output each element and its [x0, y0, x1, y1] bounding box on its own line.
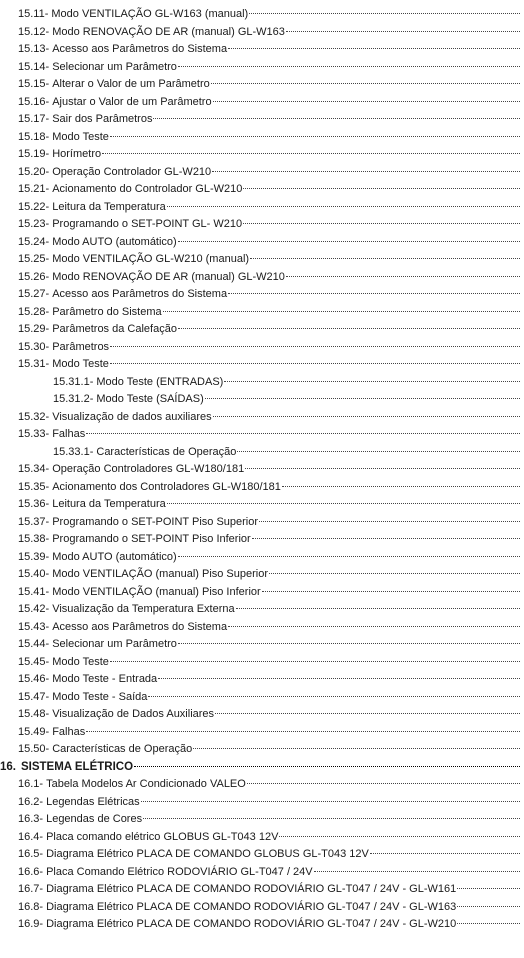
- toc-entry-number: 15.23-: [18, 218, 50, 230]
- toc-entry-title: Modo Teste (SAÍDAS): [96, 393, 204, 405]
- dot-leader: [252, 538, 520, 539]
- toc-entry-title: Operação Controladores GL-W180/181: [52, 463, 245, 475]
- toc-entry-number: 15.35-: [18, 480, 50, 493]
- toc-entry-number: 15.33-: [18, 428, 50, 440]
- dot-leader: [148, 696, 520, 697]
- toc-entry[interactable]: [0, 829, 524, 847]
- toc-entry-title: Diagrama Elétrico PLACA DE COMANDO RODOVIÁRIO GL-T047 / 24V - GL-W163: [46, 900, 457, 913]
- dot-leader: [262, 591, 520, 592]
- toc-entry[interactable]: [0, 251, 524, 269]
- toc-entry-title: Modo VENTILAÇÃO (manual) Piso Superior: [52, 568, 269, 580]
- toc-entry[interactable]: [0, 374, 524, 392]
- toc-entry[interactable]: [0, 24, 524, 42]
- dot-leader: [224, 381, 520, 382]
- dot-leader: [236, 608, 520, 609]
- dot-leader: [259, 521, 520, 522]
- toc-entry-title: Diagrama Elétrico PLACA DE COMANDO RODOVIÁRIO GL-T047 / 24V - GL-W210: [46, 918, 457, 930]
- dot-leader: [286, 276, 520, 277]
- toc-entry-number: 15.33.1-: [53, 445, 94, 458]
- toc-entry[interactable]: [0, 269, 524, 287]
- toc-entry[interactable]: [0, 304, 524, 322]
- toc-entry-title: Ajustar o Valor de um Parâmetro: [52, 95, 212, 108]
- toc-entry-number: 16.2-: [18, 795, 44, 808]
- toc-entry-number: 15.28-: [18, 305, 50, 318]
- dot-leader: [110, 363, 520, 364]
- toc-entry-title: Modo RENOVAÇÃO DE AR (manual) GL-W210: [52, 270, 285, 283]
- toc-entry-title: Acesso aos Parâmetros do Sistema: [52, 288, 228, 300]
- toc-entry-title: Falhas: [52, 428, 86, 440]
- toc-entry-number: 15.29-: [18, 323, 50, 335]
- toc-entry[interactable]: [0, 864, 524, 882]
- toc-entry-title: Programando o SET-POINT Piso Inferior: [52, 533, 251, 545]
- dot-leader: [243, 188, 520, 189]
- toc-entry-title: Modo AUTO (automático): [52, 235, 177, 248]
- toc-entry[interactable]: [0, 549, 524, 567]
- toc-entry-title: Falhas: [52, 725, 86, 738]
- dot-leader: [212, 171, 520, 172]
- toc-entry[interactable]: [0, 689, 524, 707]
- toc-entry-number: 15.11-: [18, 8, 49, 20]
- dot-leader: [178, 66, 520, 67]
- toc-entry[interactable]: [0, 496, 524, 514]
- toc-entry-number: 15.15-: [18, 78, 50, 90]
- toc-entry-title: Operação Controlador GL-W210: [52, 165, 212, 178]
- toc-entry-number: 15.36-: [18, 498, 50, 510]
- toc-entry-title: Diagrama Elétrico PLACA DE COMANDO GLOBUS GL-T043 12V: [46, 848, 369, 860]
- toc-entry-title: Parâmetros: [52, 340, 110, 353]
- toc-entry-title: Modo RENOVAÇÃO DE AR (manual) GL-W163: [52, 25, 285, 38]
- toc-entry[interactable]: [0, 444, 524, 462]
- toc-entry[interactable]: [0, 584, 524, 602]
- dot-leader: [249, 13, 520, 14]
- toc-entry[interactable]: [0, 566, 524, 584]
- dot-leader: [243, 223, 520, 224]
- toc-entry[interactable]: [0, 654, 524, 672]
- dot-leader: [370, 853, 520, 854]
- toc-entry-number: 15.50-: [18, 743, 50, 755]
- toc-entry[interactable]: [0, 164, 524, 182]
- toc-entry-number: 15.27-: [18, 288, 50, 300]
- dot-leader: [178, 556, 520, 557]
- dot-leader: [314, 871, 520, 872]
- dot-leader: [282, 486, 520, 487]
- toc-entry-number: 16.5-: [18, 848, 44, 860]
- dot-leader: [228, 293, 520, 294]
- dot-leader: [245, 468, 520, 469]
- toc-entry-number: 15.49-: [18, 725, 50, 738]
- toc-entry-number: 15.45-: [18, 655, 50, 668]
- toc-entry[interactable]: [0, 741, 524, 759]
- dot-leader: [228, 626, 520, 627]
- toc-entry-number: 16.4-: [18, 830, 44, 843]
- toc-entry[interactable]: [0, 356, 524, 374]
- toc-entry-number: 15.12-: [18, 25, 50, 38]
- toc-entry-title: SISTEMA ELÉTRICO: [21, 760, 134, 773]
- toc-entry-number: 15.46-: [18, 673, 50, 685]
- toc-entry-number: 16.3-: [18, 813, 44, 825]
- toc-entry-number: 15.48-: [18, 708, 50, 720]
- dot-leader: [247, 783, 520, 784]
- dot-leader: [213, 101, 520, 102]
- toc-entry[interactable]: [0, 899, 524, 917]
- toc-entry-number: 16.1-: [18, 778, 44, 790]
- toc-entry[interactable]: [0, 146, 524, 164]
- toc-entry[interactable]: [0, 514, 524, 532]
- toc-entry-title: Programando o SET-POINT GL- W210: [52, 218, 243, 230]
- toc-entry-title: Acesso aos Parâmetros do Sistema: [52, 43, 228, 55]
- toc-entry-title: Modo Teste: [52, 130, 109, 143]
- dot-leader: [134, 766, 520, 767]
- toc-entry-title: Legendas de Cores: [46, 813, 143, 825]
- dot-leader: [250, 258, 520, 259]
- toc-entry-title: Visualização da Temperatura Externa: [52, 603, 235, 615]
- toc-entry-title: Leitura da Temperatura: [52, 200, 166, 213]
- toc-entry[interactable]: [0, 409, 524, 427]
- dot-leader: [110, 661, 520, 662]
- toc-entry[interactable]: [0, 619, 524, 637]
- toc-entry-title: Modo VENTILAÇÃO GL-W163 (manual): [51, 8, 249, 20]
- dot-leader: [143, 818, 520, 819]
- toc-entry-title: Modo VENTILAÇÃO GL-W210 (manual): [52, 253, 250, 265]
- toc-entry-title: Modo Teste - Entrada: [52, 673, 158, 685]
- toc-entry[interactable]: [0, 724, 524, 742]
- toc-entry-title: Acionamento do Controlador GL-W210: [52, 183, 243, 195]
- toc-entry[interactable]: [0, 216, 524, 234]
- toc-entry-number: 15.47-: [18, 690, 50, 703]
- toc-entry-number: 15.22-: [18, 200, 50, 213]
- toc-entry[interactable]: [0, 6, 524, 24]
- toc-section-heading[interactable]: [0, 759, 524, 777]
- dot-leader: [178, 328, 520, 329]
- toc-entry-number: 15.26-: [18, 270, 50, 283]
- toc-entry-number: 15.24-: [18, 235, 50, 248]
- toc-entry-title: Acesso aos Parâmetros do Sistema: [52, 620, 228, 633]
- dot-leader: [215, 713, 520, 714]
- table-of-contents: [0, 6, 524, 934]
- dot-leader: [211, 83, 520, 84]
- toc-entry-number: 15.41-: [18, 585, 50, 598]
- toc-entry-title: Sair dos Parâmetros: [52, 113, 153, 125]
- toc-entry[interactable]: [0, 286, 524, 304]
- dot-leader: [102, 153, 520, 154]
- toc-entry-number: 16.9-: [18, 918, 44, 930]
- toc-entry[interactable]: [0, 706, 524, 724]
- toc-entry-number: 15.31-: [18, 358, 50, 370]
- toc-entry[interactable]: [0, 794, 524, 812]
- dot-leader: [178, 241, 520, 242]
- toc-entry-title: Programando o SET-POINT Piso Superior: [52, 515, 259, 528]
- toc-entry-number: 15.44-: [18, 638, 50, 650]
- toc-entry[interactable]: [0, 199, 524, 217]
- toc-entry-title: Selecionar um Parâmetro: [52, 60, 177, 73]
- dot-leader: [86, 433, 520, 434]
- toc-entry[interactable]: [0, 601, 524, 619]
- toc-entry[interactable]: [0, 391, 524, 409]
- toc-entry-title: Alterar o Valor de um Parâmetro: [52, 78, 210, 90]
- toc-entry-title: Diagrama Elétrico PLACA DE COMANDO RODOVIÁRIO GL-T047 / 24V - GL-W161: [46, 883, 457, 895]
- toc-entry-number: 15.39-: [18, 550, 50, 563]
- toc-entry[interactable]: [0, 339, 524, 357]
- toc-entry-title: Placa comando elétrico GLOBUS GL-T043 12V: [46, 830, 279, 843]
- toc-entry-title: Placa Comando Elétrico RODOVIÁRIO GL-T047 / 24V: [46, 865, 313, 878]
- dot-leader: [110, 346, 520, 347]
- dot-leader: [457, 906, 520, 907]
- toc-entry[interactable]: [0, 41, 524, 59]
- toc-entry-number: 15.21-: [18, 183, 50, 195]
- toc-entry-number: 15.14-: [18, 60, 50, 73]
- toc-entry-number: 15.18-: [18, 130, 50, 143]
- toc-entry-title: Leitura da Temperatura: [52, 498, 166, 510]
- dot-leader: [213, 416, 520, 417]
- dot-leader: [237, 451, 520, 452]
- toc-entry-number: 15.42-: [18, 603, 50, 615]
- dot-leader: [228, 48, 520, 49]
- toc-entry[interactable]: [0, 94, 524, 112]
- toc-entry-number: 15.34-: [18, 463, 50, 475]
- dot-leader: [163, 311, 520, 312]
- dot-leader: [193, 748, 520, 749]
- toc-entry[interactable]: [0, 111, 524, 129]
- toc-entry[interactable]: [0, 916, 524, 934]
- dot-leader: [457, 888, 520, 889]
- dot-leader: [457, 923, 520, 924]
- toc-entry-number: 15.31.2-: [53, 393, 94, 405]
- toc-entry-number: 15.37-: [18, 515, 50, 528]
- dot-leader: [178, 643, 520, 644]
- toc-entry-number: 15.40-: [18, 568, 50, 580]
- toc-entry[interactable]: [0, 321, 524, 339]
- toc-entry-title: Características de Operação: [96, 445, 237, 458]
- toc-entry-number: 15.20-: [18, 165, 50, 178]
- dot-leader: [167, 503, 520, 504]
- dot-leader: [279, 836, 520, 837]
- toc-entry-title: Modo Teste: [52, 358, 109, 370]
- toc-entry[interactable]: [0, 846, 524, 864]
- toc-entry-number: 15.17-: [18, 113, 50, 125]
- toc-entry[interactable]: [0, 479, 524, 497]
- toc-entry-number: 16.6-: [18, 865, 44, 878]
- toc-entry[interactable]: [0, 461, 524, 479]
- toc-entry-number: 15.25-: [18, 253, 50, 265]
- dot-leader: [158, 678, 520, 679]
- toc-entry-title: Modo Teste (ENTRADAS): [96, 375, 224, 388]
- dot-leader: [286, 31, 520, 32]
- dot-leader: [167, 206, 520, 207]
- dot-leader: [269, 573, 520, 574]
- toc-entry-number: 15.13-: [18, 43, 50, 55]
- toc-entry-title: Modo Teste: [52, 655, 109, 668]
- toc-entry-title: Visualização de Dados Auxiliares: [52, 708, 215, 720]
- toc-entry-number: 16.7-: [18, 883, 44, 895]
- toc-entry-number: 15.19-: [18, 148, 50, 160]
- toc-entry-title: Modo Teste - Saída: [52, 690, 148, 703]
- toc-entry[interactable]: [0, 636, 524, 654]
- toc-entry-number: 16.: [0, 760, 16, 773]
- toc-entry-title: Tabela Modelos Ar Condicionado VALEO: [46, 778, 246, 790]
- toc-entry-title: Selecionar um Parâmetro: [52, 638, 177, 650]
- dot-leader: [86, 731, 520, 732]
- toc-entry-title: Características de Operação: [52, 743, 193, 755]
- toc-entry-title: Modo AUTO (automático): [52, 550, 177, 563]
- toc-entry[interactable]: [0, 531, 524, 549]
- toc-entry[interactable]: [0, 76, 524, 94]
- toc-entry-title: Legendas Elétricas: [46, 795, 140, 808]
- toc-entry[interactable]: [0, 181, 524, 199]
- toc-entry[interactable]: [0, 426, 524, 444]
- toc-entry[interactable]: [0, 671, 524, 689]
- toc-entry-number: 16.8-: [18, 900, 44, 913]
- dot-leader: [153, 118, 520, 119]
- toc-entry-number: 15.31.1-: [53, 375, 94, 388]
- toc-entry-title: Acionamento dos Controladores GL-W180/181: [52, 480, 281, 493]
- toc-entry[interactable]: [0, 234, 524, 252]
- toc-entry[interactable]: [0, 776, 524, 794]
- dot-leader: [205, 398, 520, 399]
- toc-entry-number: 15.16-: [18, 95, 50, 108]
- toc-entry[interactable]: [0, 129, 524, 147]
- toc-entry[interactable]: [0, 59, 524, 77]
- toc-entry[interactable]: [0, 811, 524, 829]
- dot-leader: [110, 136, 520, 137]
- toc-entry-title: Horímetro: [52, 148, 102, 160]
- toc-entry-title: Parâmetro do Sistema: [52, 305, 162, 318]
- toc-entry-title: Modo VENTILAÇÃO (manual) Piso Inferior: [52, 585, 261, 598]
- toc-entry-title: Parâmetros da Calefação: [52, 323, 177, 335]
- toc-entry[interactable]: [0, 881, 524, 899]
- toc-entry-number: 15.30-: [18, 340, 50, 353]
- toc-entry-number: 15.43-: [18, 620, 50, 633]
- toc-entry-title: Visualização de dados auxiliares: [52, 410, 212, 423]
- toc-entry-number: 15.38-: [18, 533, 50, 545]
- dot-leader: [141, 801, 520, 802]
- toc-entry-number: 15.32-: [18, 410, 50, 423]
